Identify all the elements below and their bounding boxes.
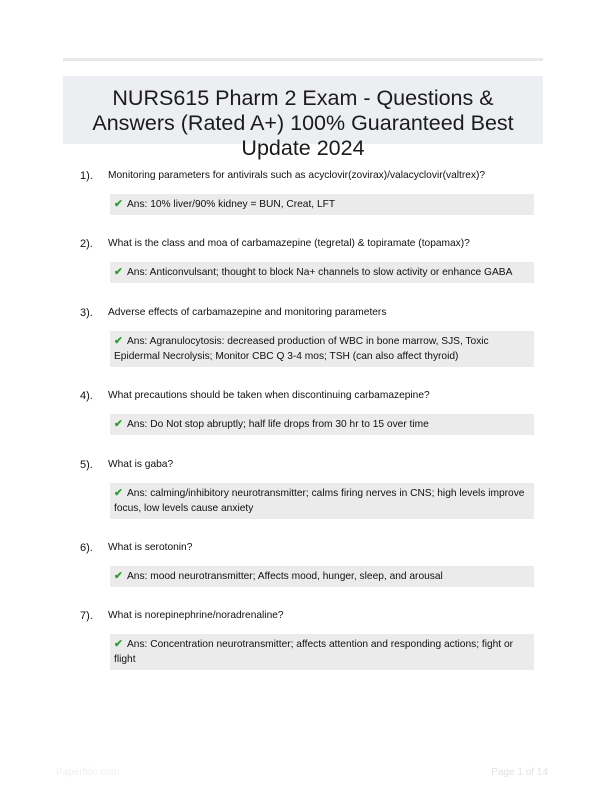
answer-text: Ans: Anticonvulsant; thought to block Na+ channels to slow activity or enhance GABA (127, 267, 513, 278)
question-text: What is the class and moa of carbamazepine (tegretal) & topiramate (topamax)? (108, 238, 470, 249)
title-banner (63, 76, 543, 160)
answer-text: Ans: calming/inhibitory neurotransmitter; calms firing nerves in CNS; high levels improve focus, low levels cause anxiety (114, 488, 525, 514)
check-icon: ✔ (114, 198, 123, 210)
check-icon: ✔ (114, 638, 123, 650)
question-text: What is norepinephrine/noradrenaline? (108, 610, 284, 621)
check-icon: ✔ (114, 266, 123, 278)
header-divider (63, 58, 543, 61)
answer-text: Ans: 10% liver/90% kidney = BUN, Creat, LFT (127, 199, 336, 210)
question-text: What precautions should be taken when discontinuing carbamazepine? (108, 390, 430, 401)
question-text: What is serotonin? (108, 542, 193, 553)
question-text: What is gaba? (108, 459, 174, 470)
question-number: 5). (80, 459, 93, 471)
question-number: 4). (80, 390, 93, 402)
answer-box (110, 262, 534, 283)
answer-box (110, 414, 534, 435)
answer-box (110, 566, 534, 587)
check-icon: ✔ (114, 418, 123, 430)
answer-box (110, 634, 534, 670)
answer-text: Ans: Agranulocytosis: decreased production of WBC in bone marrow, SJS, Toxic Epidermal Necrolysis; Monitor CBC Q 3-4 mos; TSH (can also affect thyroid) (114, 336, 489, 362)
question-number: 1). (80, 170, 93, 182)
question-number: 7). (80, 610, 93, 622)
question-number: 6). (80, 542, 93, 554)
answer-box (110, 483, 534, 519)
footer-watermark: Paperfitic.com (56, 767, 120, 778)
answer-text: Ans: mood neurotransmitter; Affects mood, hunger, sleep, and arousal (127, 571, 443, 582)
question-number: 2). (80, 238, 93, 250)
page-number: Page 1 of 14 (491, 767, 548, 778)
question-text: Adverse effects of carbamazepine and monitoring parameters (108, 307, 387, 318)
check-icon: ✔ (114, 487, 123, 499)
page-title: NURS615 Pharm 2 Exam - Questions & Answers (Rated A+) 100% Guaranteed Best Update 2024 (92, 86, 514, 160)
answer-text: Ans: Concentration neurotransmitter; affects attention and responding actions; fight or flight (114, 639, 514, 665)
answer-text: Ans: Do Not stop abruptly; half life drops from 30 hr to 15 over time (127, 419, 429, 430)
answer-box (110, 331, 534, 367)
question-text: Monitoring parameters for antivirals such as acyclovir(zovirax)/valacyclovir(valtrex)? (108, 170, 486, 181)
check-icon: ✔ (114, 335, 123, 347)
question-number: 3). (80, 307, 93, 319)
answer-box (110, 194, 534, 215)
check-icon: ✔ (114, 570, 123, 582)
